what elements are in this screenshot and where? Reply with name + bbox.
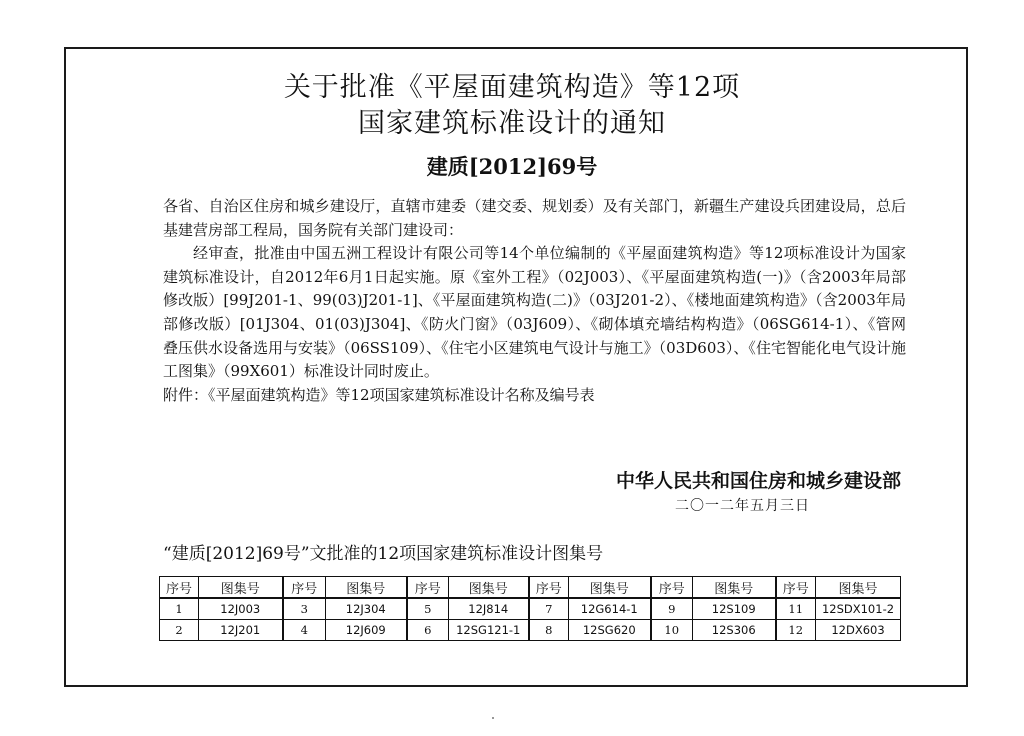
header-code: 图集号	[693, 577, 776, 599]
code-cell: 12SG121-1	[449, 620, 529, 641]
notice-body	[163, 195, 906, 407]
header-seq: 序号	[776, 577, 816, 599]
header-seq: 序号	[160, 577, 199, 599]
code-cell: 12SDX101-2	[816, 598, 901, 620]
seq-cell: 12	[776, 620, 816, 641]
issue-date: 二〇一二年五月三日	[675, 498, 810, 514]
seq-cell: 11	[776, 598, 816, 620]
seq-cell: 1	[160, 598, 199, 620]
header-code: 图集号	[326, 577, 407, 599]
table-header-row	[160, 577, 901, 599]
seq-cell: 10	[651, 620, 693, 641]
code-cell: 12S109	[693, 598, 776, 620]
header-seq: 序号	[407, 577, 449, 599]
header-code: 图集号	[816, 577, 901, 599]
code-cell: 12J003	[199, 598, 283, 620]
document-number: 建质[2012]69号	[426, 154, 598, 179]
table-row	[160, 620, 901, 641]
code-cell: 12DX603	[816, 620, 901, 641]
header-seq: 序号	[651, 577, 693, 599]
scan-speck	[492, 717, 494, 719]
seq-cell: 7	[529, 598, 569, 620]
header-code: 图集号	[569, 577, 651, 599]
issuing-authority: 中华人民共和国住房和城乡建设部	[615, 470, 901, 492]
header-seq: 序号	[283, 577, 326, 599]
approval-paragraph: 经审查，批准由中国五洲工程设计有限公司等14个单位编制的《平屋面建筑构造》等12项标准设计为国家建筑标准设计，自2012年6月1日起实施。原《室外工程》（02J003）、《平屋面建筑构造(一)》（含2003年局部修改版）[99J201-1、99(03)J201-1]、《平屋面建筑构造(二)》（03J201-2）、《楼地面建筑构造》（含2003年局部修改版）[01J304、01(03)J304]、《防火门窗》（03J609）、《砌体填充墙结构构造》（06SG614-1）、《管网叠压供水设备选用与安装》（06SS109）、《住宅小区建筑电气设计与施工》（03D603）、《住宅智能化电气设计施工图集》（99X601）标准设计同时废止。	[163, 244, 906, 381]
code-cell: 12J201	[199, 620, 283, 641]
standards-table	[159, 576, 901, 641]
seq-cell: 4	[283, 620, 326, 641]
seq-cell: 5	[407, 598, 449, 620]
code-cell: 12G614-1	[569, 598, 651, 620]
code-cell: 12J609	[326, 620, 407, 641]
notice-title-line-1: 关于批准《平屋面建筑构造》等12项	[283, 72, 741, 103]
code-cell: 12J304	[326, 598, 407, 620]
seq-cell: 2	[160, 620, 199, 641]
seq-cell: 8	[529, 620, 569, 641]
notice-title-line-2: 国家建筑标准设计的通知	[358, 108, 666, 139]
recipients-paragraph: 各省、自治区住房和城乡建设厅，直辖市建委（建交委、规划委）及有关部门，新疆生产建设兵团建设局，总后基建营房部工程局，国务院有关部门建设司：	[163, 197, 906, 239]
seq-cell: 3	[283, 598, 326, 620]
code-cell: 12J814	[449, 598, 529, 620]
attachment-line: 附件：《平屋面建筑构造》等12项国家建筑标准设计名称及编号表	[163, 385, 595, 404]
seq-cell: 6	[407, 620, 449, 641]
header-seq: 序号	[529, 577, 569, 599]
header-code: 图集号	[199, 577, 283, 599]
table-row	[160, 598, 901, 620]
header-code: 图集号	[449, 577, 529, 599]
table-caption: “建质[2012]69号”文批准的12项国家建筑标准设计图集号	[163, 544, 604, 564]
code-cell: 12S306	[693, 620, 776, 641]
seq-cell: 9	[651, 598, 693, 620]
code-cell: 12SG620	[569, 620, 651, 641]
